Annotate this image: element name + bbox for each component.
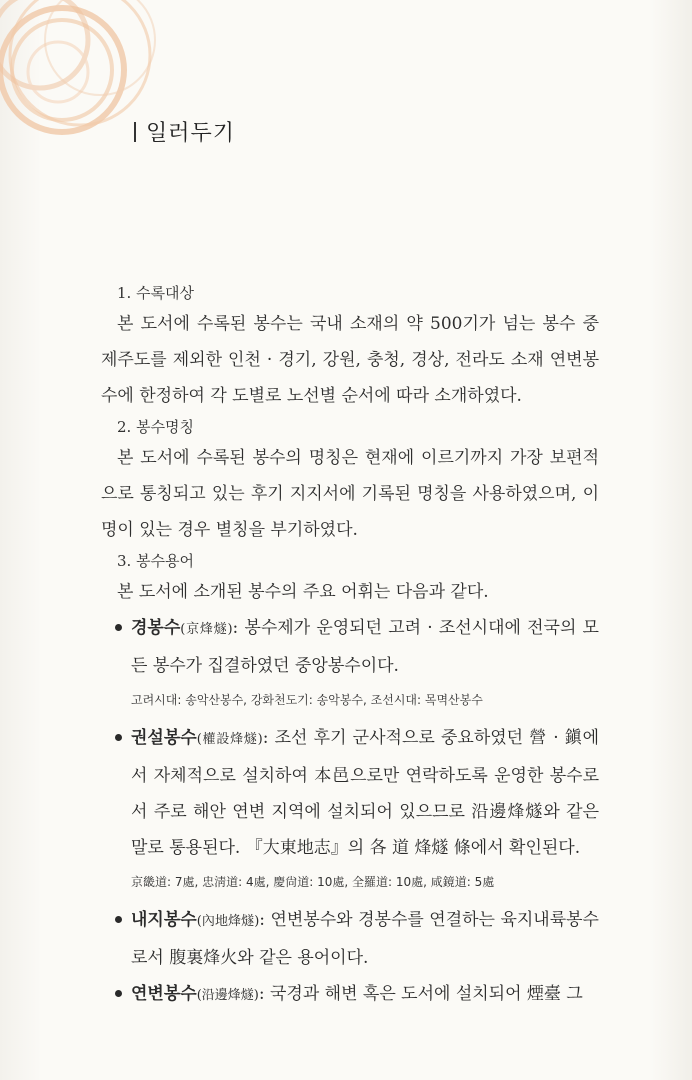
content bbox=[101, 280, 599, 1014]
term-hanja: (內地烽燧) bbox=[196, 914, 260, 929]
term-definition: : 봉수제가 운영되던 고려 · 조선시대에 전국의 모든 봉수가 집결하였던 중앙봉수이다. bbox=[131, 618, 599, 676]
title-bar bbox=[134, 122, 136, 142]
term-label: 연변봉수 bbox=[131, 984, 197, 1004]
term-hanja: (權設烽燧) bbox=[196, 732, 263, 747]
section-1-body: 본 도서에 수록된 봉수는 국내 소재의 약 500기가 넘는 봉수 중 제주도를 제외한 인천 · 경기, 강원, 충청, 경상, 전라도 소재 연변봉수에 한정하여 각 도별로 노선별 순서에 따라 소개하였다. bbox=[101, 314, 599, 406]
bullet-icon bbox=[115, 734, 122, 741]
term-definition: : 연변봉수와 경봉수를 연결하는 육지내륙봉수로서 腹裏烽火와 같은 용어이다. bbox=[131, 910, 599, 968]
term-hanja: (京烽燧) bbox=[180, 622, 233, 637]
page-title bbox=[134, 116, 235, 147]
decorative-rings bbox=[0, 0, 200, 200]
term-note: 고려시대: 송악산봉수, 강화천도기: 송악봉수, 조선시대: 목멱산봉수 bbox=[131, 693, 483, 707]
term-item bbox=[101, 720, 599, 866]
term-label: 경봉수 bbox=[131, 618, 181, 638]
section-3-heading: 3. 봉수용어 bbox=[117, 552, 195, 570]
term-definition: : 조선 후기 군사적으로 중요하였던 營 · 鎭에서 자체적으로 설치하여 本邑으로만 연락하도록 운영한 봉수로서 주로 해안 연변 지역에 설치되어 있으므로 沿邊烽燧와 같은 말로 통용된다. 『大東地志』의 各 道 烽燧 條에서 확인된다. bbox=[131, 728, 599, 858]
section-2-heading: 2. 봉수명칭 bbox=[117, 418, 195, 436]
term-item bbox=[101, 976, 599, 1014]
section-2-body: 본 도서에 수록된 봉수의 명칭은 현재에 이르기까지 가장 보편적으로 통칭되고 있는 후기 지지서에 기록된 명칭을 사용하였으며, 이명이 있는 경우 별칭을 부기하였다. bbox=[101, 448, 599, 540]
term-item bbox=[101, 902, 599, 976]
term-definition: : 국경과 해변 혹은 도서에 설치되어 煙臺 그 bbox=[258, 984, 583, 1004]
section-3-intro: 본 도서에 소개된 봉수의 주요 어휘는 다음과 같다. bbox=[117, 582, 489, 602]
term-label: 권설봉수 bbox=[131, 728, 197, 748]
term-item bbox=[101, 610, 599, 684]
bullet-icon bbox=[115, 990, 122, 997]
bullet-icon bbox=[115, 916, 122, 923]
term-note: 京畿道: 7處, 忠淸道: 4處, 慶尙道: 10處, 全羅道: 10處, 咸鏡道: 5處 bbox=[131, 875, 495, 889]
section-1-heading: 1. 수록대상 bbox=[117, 284, 195, 302]
term-label: 내지봉수 bbox=[131, 910, 197, 930]
page-title-text: 일러두기 bbox=[146, 121, 236, 146]
term-hanja: (沿邊烽燧) bbox=[196, 988, 259, 1003]
bullet-icon bbox=[115, 624, 122, 631]
